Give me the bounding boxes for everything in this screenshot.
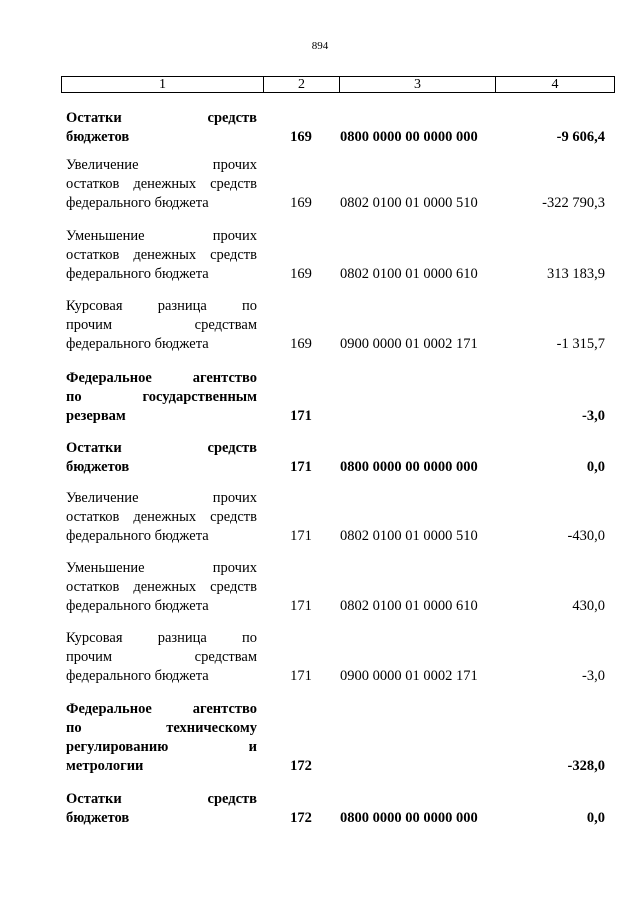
row-kbk-cell: 0900 0000 01 0002 171 <box>340 336 478 352</box>
row-name-line: федерального бюджета <box>66 266 209 282</box>
row-name-line: прочим средствам <box>66 649 257 665</box>
row-name-line: остатков денежных средств <box>66 176 257 192</box>
table-row <box>61 369 614 426</box>
row-name-line: Остатки средств <box>66 440 257 456</box>
row-name-line: остатков денежных средств <box>66 509 257 525</box>
row-code-cell: 172 <box>290 810 312 826</box>
row-name-line: Увеличение прочих <box>66 157 257 173</box>
row-name-line: бюджетов <box>66 129 130 145</box>
row-name-line: федерального бюджета <box>66 598 209 614</box>
row-name-line: регулированию и <box>66 739 257 755</box>
row-name-line: Курсовая разница по <box>66 630 257 646</box>
row-name-cell <box>66 109 257 147</box>
table-row <box>61 489 614 546</box>
row-amount-cell: 430,0 <box>572 598 605 614</box>
row-kbk-cell: 0800 0000 00 0000 000 <box>340 810 478 826</box>
row-amount-cell: -322 790,3 <box>542 195 605 211</box>
row-name-line: Федеральное агентство <box>66 701 257 717</box>
row-name-cell <box>66 700 257 776</box>
column-header-row <box>62 77 615 93</box>
row-name-line: федерального бюджета <box>66 668 209 684</box>
row-amount-cell: 0,0 <box>586 810 605 826</box>
row-name-line: остатков денежных средств <box>66 579 257 595</box>
column-header-2: 2 <box>264 77 340 93</box>
page-number: 894 <box>311 40 329 52</box>
table-row <box>61 700 614 776</box>
table-row <box>61 297 614 354</box>
row-code-cell: 169 <box>290 129 312 145</box>
row-code-cell: 169 <box>290 336 312 352</box>
row-name-line: Увеличение прочих <box>66 490 257 506</box>
row-name-cell <box>66 489 257 546</box>
row-name-cell <box>66 439 257 477</box>
row-kbk-cell: 0802 0100 01 0000 610 <box>340 598 478 614</box>
row-code-cell: 172 <box>290 758 312 774</box>
row-kbk-cell: 0800 0000 00 0000 000 <box>340 459 478 475</box>
row-name-line: прочим средствам <box>66 317 257 333</box>
table-row <box>61 109 614 147</box>
row-amount-cell: -1 315,7 <box>556 336 605 352</box>
table-row <box>61 629 614 686</box>
row-name-line: бюджетов <box>66 459 130 475</box>
column-header-table <box>61 76 615 93</box>
row-name-line: резервам <box>66 408 126 424</box>
column-header-1: 1 <box>62 77 264 93</box>
row-name-line: остатков денежных средств <box>66 247 257 263</box>
row-code-cell: 171 <box>290 459 312 475</box>
row-name-line: Уменьшение прочих <box>66 560 257 576</box>
table-row <box>61 439 614 477</box>
row-name-line: Уменьшение прочих <box>66 228 257 244</box>
row-code-cell: 171 <box>290 528 312 544</box>
row-kbk-cell: 0900 0000 01 0002 171 <box>340 668 478 684</box>
row-name-cell <box>66 559 257 616</box>
row-amount-cell: -3,0 <box>582 408 605 424</box>
row-amount-cell: -9 606,4 <box>556 129 605 145</box>
row-kbk-cell: 0800 0000 00 0000 000 <box>340 129 478 145</box>
table-row <box>61 156 614 213</box>
row-name-line: федерального бюджета <box>66 528 209 544</box>
row-name-line: Федеральное агентство <box>66 370 257 386</box>
row-kbk-cell: 0802 0100 01 0000 510 <box>340 528 478 544</box>
row-kbk-cell: 0802 0100 01 0000 510 <box>340 195 478 211</box>
row-name-line: Остатки средств <box>66 791 257 807</box>
column-header-3: 3 <box>340 77 496 93</box>
row-amount-cell: -328,0 <box>567 758 605 774</box>
row-code-cell: 171 <box>290 408 312 424</box>
row-name-line: метрологии <box>66 758 144 774</box>
row-name-line: по техническому <box>66 720 257 736</box>
row-name-line: федерального бюджета <box>66 336 209 352</box>
row-name-line: Остатки средств <box>66 110 257 126</box>
row-name-line: бюджетов <box>66 810 130 826</box>
row-name-cell <box>66 156 257 213</box>
row-name-cell <box>66 790 257 828</box>
row-code-cell: 171 <box>290 668 312 684</box>
row-name-line: по государственным <box>66 389 257 405</box>
row-amount-cell: -3,0 <box>582 668 605 684</box>
row-code-cell: 169 <box>290 195 312 211</box>
row-amount-cell: 313 183,9 <box>547 266 605 282</box>
row-name-line: федерального бюджета <box>66 195 209 211</box>
table-row <box>61 790 614 828</box>
row-name-cell <box>66 629 257 686</box>
row-name-line: Курсовая разница по <box>66 298 257 314</box>
row-name-cell <box>66 297 257 354</box>
row-code-cell: 171 <box>290 598 312 614</box>
table-row <box>61 227 614 284</box>
row-amount-cell: 0,0 <box>586 459 605 475</box>
row-name-cell <box>66 369 257 426</box>
row-kbk-cell: 0802 0100 01 0000 610 <box>340 266 478 282</box>
row-amount-cell: -430,0 <box>567 528 605 544</box>
table-row <box>61 559 614 616</box>
column-header-4: 4 <box>496 77 615 93</box>
row-code-cell: 169 <box>290 266 312 282</box>
row-name-cell <box>66 227 257 284</box>
